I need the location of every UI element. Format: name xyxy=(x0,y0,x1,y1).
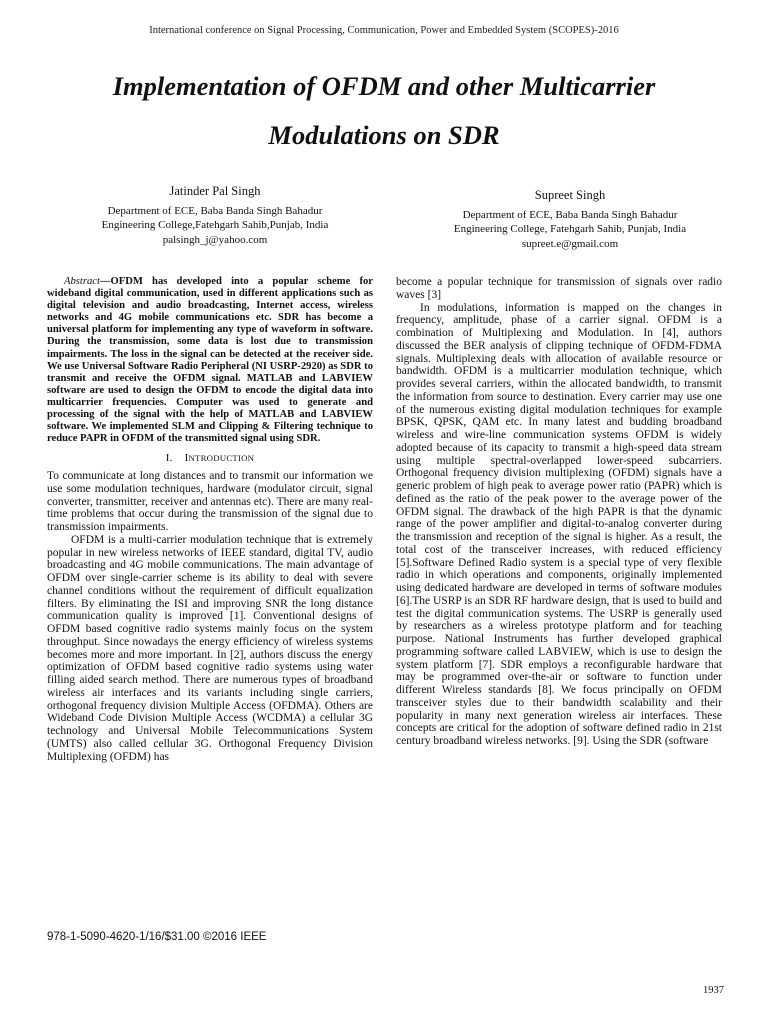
section-title-rest: NTRODUCTION xyxy=(188,453,255,464)
body-paragraph-4: In modulations, information is mapped on the changes in frequency, amplitude, phase of a carrier signal. OFDM is a combination of Multiplexing and Modulation. In [4], authors discussed the BER analysis of clipping technique of OFDM-FDMA signals. Multiplexing deals with allocation of available resource or bandwidth. OFDM is a multicarrier modulation technique, which provides several carriers, within the allocated bandwidth, to transmit the information from source to destination. Every carrier may use one of the numerous existing digital modulation techniques for example BPSK, QPSK, QAM etc. In many latest and budding broadband wireless and wire-line communication systems OFDM is widely adopted because of its capacity to transmit a high-speed data stream using multiple spectral-overlapped lower-speed subcarriers. Orthogonal frequency division multiplexing (OFDM) signals have a generic problem of high peak to average power ratio (PAPR) which is defined as the ratio of the peak power to the average power of the OFDM signal. The drawback of the high PAPR is that the dynamic range of the power amplifier and digital-to-analog converter during the transmission and reception of the signal is higher. As a result, the total cost of the transceiver increases, with reduced efficiency [5].Software Defined Radio system is a special type of very flexible radio in which operations and components, originally implemented using dedicated hardware are developed in terms of software modules [6].The USRP is an SDR RF hardware design, that is used to build and test the digital communication systems. The USRP is generally used by researchers as a wireless prototype platform and for teaching purpose. National Instruments has further developed graphical programming software called LABVIEW, which is use to design the system platform [7]. SDR employs a reconfigurable hardware that may be programmed over-the-air or software to function under different Wireless standards [8]. We focus principally on OFDM transceiver styles due to their bandwidth scalability and their popularity in many next generation wireless air interfaces. These concepts are critical for the adoption of software defined radio in 21st century broadband wireless networks. [9]. Using the SDR (software xyxy=(396,301,722,747)
right-column xyxy=(396,276,722,748)
body-paragraph-2: OFDM is a multi-carrier modulation technique that is extremely popular in new wireless networks of IEEE standard, digital TV, audio broadcasting and 4G mobile communications. The main advantage of OFDM over single-carrier scheme is its ability to deal with severe channel conditions without the requirement of difficult equalization filters. By eliminating the ISI and improving SNR the long distance communication quality is improved [1]. Conventional designs of OFDM based cognitive radio systems mainly focus on the system throughput. Since nowadays the energy efficiency of wireless systems becomes more and more important. In [2], authors discuss the energy optimization of OFDM based cognitive radio systems using water filling aided search method. There are numerous types of broadband wireless air interfaces and its variants including single carriers, orthogonal frequency division Multiple Access (OFDMA). Others are Wideband Code Division Multiple Access (WCDMA) a cellular 3G technology and Universal Mobile Telecommunications System (UMTS) also called cellular 3G. Orthogonal Frequency Division Multiplexing (OFDM) has xyxy=(47,533,373,763)
author-name: Jatinder Pal Singh xyxy=(169,184,261,198)
paper-title-line-2: Modulations on SDR xyxy=(268,120,500,150)
author-block-1 xyxy=(50,184,380,247)
author-college: Engineering College, Fatehgarh Sahib, Punjab, India xyxy=(453,223,687,235)
body-paragraph-3: become a popular technique for transmission of signals over radio waves [3] xyxy=(396,276,722,301)
paper-title-line-1: Implementation of OFDM and other Multicarrier xyxy=(112,71,656,101)
section-heading-introduction xyxy=(47,452,373,465)
abstract-label: Abstract xyxy=(64,276,100,287)
paper-title xyxy=(30,62,738,160)
abstract-text: —OFDM has developed into a popular scheme for wideband digital communication, used in different applications such as digital television and audio broadcasting, Internet access, wireless networks and 4G mobile communications etc. SDR has become a universal platform for implementing any type of waveform in software. During the transmission, some data is lost due to transmission impairments. The loss in the signal can be detected at the receiver side. We use Universal Software Radio Peripheral (NI USRP-2920) as SDR to transmit and receive the OFDM signal. MATLAB and LABVIEW software are used to design the OFDM to encode the digital data into multicarrier frequencies. Computer was used to generate and processing of the signal with the help of MATLAB and LABVIEW software. We implemented SLM and Clipping & Filtering technique to reduce PAPR in OFDM of the transmitted signal using SDR. xyxy=(47,276,373,445)
section-number: I. xyxy=(165,452,173,465)
author-department: Department of ECE, Baba Banda Singh Bahadur xyxy=(107,204,323,217)
section-title-initial: I xyxy=(184,452,189,465)
body-paragraph-1: To communicate at long distances and to transmit our information we use some modulation techniques, hardware (modulator circuit, signal converter, transmitter, receiver and antennas etc). There are many real-time problems that occur during the transmission of the signal due to transmission impairments. xyxy=(47,470,373,534)
author-department: Department of ECE, Baba Banda Singh Bahadur xyxy=(462,208,678,221)
copyright-footer: 978-1-5090-4620-1/16/$31.00 ©2016 IEEE xyxy=(47,931,267,943)
author-email: supreet.e@gmail.com xyxy=(521,237,619,250)
conference-header: International conference on Signal Processing, Communication, Power and Embedded System (SCOPES)-2016 xyxy=(149,25,619,36)
page-number: 1937 xyxy=(703,985,724,996)
author-email: palsingh_j@yahoo.com xyxy=(162,233,268,246)
author-college: Engineering College,Fatehgarh Sahib,Punjab, India xyxy=(101,219,329,231)
left-column xyxy=(47,276,373,763)
author-name: Supreet Singh xyxy=(534,188,606,202)
abstract xyxy=(47,276,373,445)
author-block-2 xyxy=(400,188,740,251)
